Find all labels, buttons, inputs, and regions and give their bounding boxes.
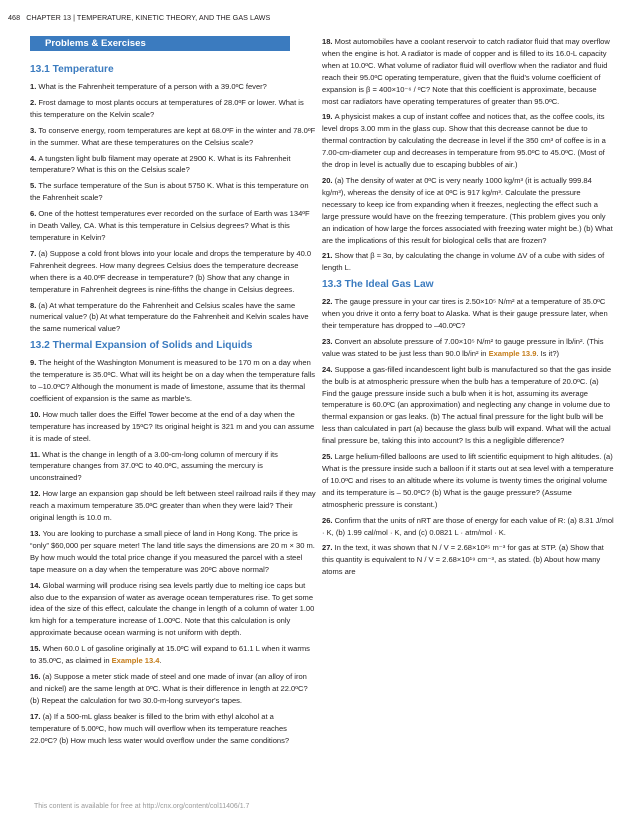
problem-3: 3. To conserve energy, room temperatures are kept at 68.0ºF in the winter and 78.0ºF in the summer. What are these temperatures on the Celsius scale? (30, 125, 316, 147)
problem-15: 15. When 60.0 L of gasoline originally at 15.0ºC will expand to 61.1 L when it warms to 35.0ºC, as claimed in Example 13.4. (30, 644, 310, 666)
problem-13: 13. You are looking to purchase a small piece of land in Hong Kong. The price is “only” $60,000 per square meter! The land title says the dimensions are 20 m × 30 m. By how much would the total price change if you measured the parcel with a steel tape measure on a day when the temperature was 20ºC above normal? (30, 529, 315, 574)
problem-11: 11. What is the change in length of a 3.00-cm-long column of mercury if its temperature changes from 37.0ºC to 40.0ºC, assuming the mercury is unconstrained? (30, 449, 278, 483)
problems-banner: Problems & Exercises (30, 36, 290, 51)
problem-9: 9. The height of the Washington Monument is measured to be 170 m on a day when the temperature is 35.0ºC. What will its height be on a day when the temperature falls to –10.0ºC? Although the monument is made of limestone, assume that its thermal coefficient of expansion is the same as marble's. (30, 358, 316, 403)
problem-18: 18. Most automobiles have a coolant reservoir to catch radiator fluid that may overflow when the engine is hot. A radiator is made of copper and is filled to its 16.0-L capacity when at 10.0ºC. What volume of radiator fluid will overflow when the radiator and fluid reach their 95.0ºC operating temperature, given that the fluid's volume coefficient of expansion is β = 400×10⁻⁶ / ºC? Note that this coefficient is approximate, because most car radiators have operating temperatures of greater than 95.0ºC. (322, 37, 610, 106)
problem-27: 27. In the text, it was shown that N / V = 2.68×10²⁵ m⁻³ for gas at STP. (a) Show that this quantity is equivalent to N / V = 2.68×10¹⁹ cm⁻³, as stated. (b) About how many atoms are (322, 543, 604, 577)
problem-7: 7. (a) Suppose a cold front blows into your locale and drops the temperature by 40.0 Fahrenheit degrees. How many degrees Celsius does the temperature decrease when there is a 40.0ºF decrease in temperature? (b) Show that any change in temperature in Fahrenheit degrees is nine-fifths the change in Celsius degrees. (30, 248, 312, 294)
problem-6: 6. One of the hottest temperatures ever recorded on the surface of Earth was 134ºF in Death Valley, CA. What is this temperature in Celsius degrees? What is this temperature in Kelvin? (30, 209, 310, 242)
problem-1: 1. What is the Fahrenheit temperature of a person with a 39.0ºC fever? (30, 82, 267, 91)
problem-17: 17. (a) If a 500-mL glass beaker is filled to the brim with ethyl alcohol at a temperature of 5.00ºC, how much will overflow when its temperature reaches 22.0ºC? (b) How much less water would overflow under the same conditions? (30, 711, 290, 745)
problem-21: 21. Show that β ≈ 3α, by calculating the change in volume ΔV of a cube with sides of length L. (322, 251, 605, 273)
page-number: 468 (8, 13, 21, 22)
problem-16: 16. (a) Suppose a meter stick made of steel and one made of invar (an alloy of iron and nickel) are the same length at 0ºC. What is their difference in length at 22.0ºC? (b) Repeat the calculation for two 30.0-m-long surveyor's tapes. (30, 671, 308, 705)
example-link[interactable]: Example 13.9 (488, 348, 537, 358)
problem-20: 20. (a) The density of water at 0ºC is very nearly 1000 kg/m³ (it is actually 999.84 kg/m³), whereas the density of ice at 0ºC is 917 kg/m³. Calculate the pressure necessary to keep ice from expanding when it freezes, neglecting the effect such a large pressure would have on the freezing temperature. (This problem gives you only an indication of how large the forces associated with freezing water might be.) (b) What are the implications of this result for biological cells that are frozen? (322, 175, 613, 245)
problem-8: 8. (a) At what temperature do the Fahrenheit and Celsius scales have the same numerical value? (b) At what temperature do the Fahrenheit and Kelvin scales have the same numerical value? (30, 300, 309, 334)
section-heading: 13.3 The Ideal Gas Law (322, 279, 434, 291)
problem-19: 19. A physicist makes a cup of instant coffee and notices that, as the coffee cools, its level drops 3.00 mm in the glass cup. Show that this decrease cannot be due to thermal contraction by calculating the decrease in level if the 350 cm³ of coffee is in a 7.00-cm-diameter cup and decreases in temperature from 95.0ºC to 45.0ºC. (Most of the drop in level is actually due to escaping bubbles of air.) (322, 112, 606, 170)
chapter-title: CHAPTER 13 | TEMPERATURE, KINETIC THEORY, AND THE GAS LAWS (26, 13, 271, 22)
problem-2: 2. Frost damage to most plants occurs at temperatures of 28.0ºF or lower. What is this temperature on the Kelvin scale? (30, 97, 304, 119)
problem-12: 12. How large an expansion gap should be left between steel railroad rails if they may reach a maximum temperature 35.0ºC greater than when they were laid? Their original length is 10.0 m. (30, 489, 316, 523)
problem-14: 14. Global warming will produce rising sea levels partly due to melting ice caps but also due to the expansion of water as average ocean temperatures rise. To get some idea of the size of this effect, calculate the change in length of a column of water 1.00 km high for a temperature increase of 1.00ºC. Note that this calculation is only approximate because ocean warming is not uniform with depth. (30, 580, 315, 638)
section-heading: 13.1 Temperature (30, 64, 114, 75)
problem-4: 4. A tungsten light bulb filament may operate at 2900 K. What is its Fahrenheit temperature? What is this on the Celsius scale? (30, 153, 291, 175)
problem-23: 23. Convert an absolute pressure of 7.00×10⁵ N/m² to gauge pressure in lb/in². (This value was stated to be just less than 90.0 lb/in² in Example 13.9. Is it?) (322, 336, 604, 358)
problem-22: 22. The gauge pressure in your car tires is 2.50×10⁵ N/m² at a temperature of 35.0ºC when you drive it onto a ferry boat to Alaska. What is their gauge pressure later, when their temperature has dropped to –40.0ºC? (322, 297, 608, 331)
problem-26: 26. Confirm that the units of nRT are those of energy for each value of R: (a) 8.31 J/mol · K, (b) 1.99 cal/mol · K, and (c) 0.0821 L · atm/mol · K. (322, 515, 614, 537)
page-footer: This content is available for free at http://cnx.org/content/col11406/1.7 (34, 803, 250, 810)
right-column (322, 36, 614, 582)
problem-10: 10. How much taller does the Eiffel Tower become at the end of a day when the temperature has increased by 15ºC? Its original height is 321 m and you can assume it is made of steel. (30, 409, 315, 443)
problem-5: 5. The surface temperature of the Sun is about 5750 K. What is this temperature on the Fahrenheit scale? (30, 181, 309, 203)
problem-25: 25. Large helium-filled balloons are used to lift scientific equipment to high altitudes. (a) What is the pressure inside such a balloon if it starts out at sea level with a temperature of 10.0ºC and rises to an altitude where its volume is twenty times the original volume and its temperature is – 50.0ºC? (b) What is the gauge pressure? (Assume atmospheric pressure is constant.) (322, 452, 614, 509)
example-link[interactable]: Example 13.4 (111, 656, 160, 666)
section-heading: 13.2 Thermal Expansion of Solids and Liquids (30, 340, 253, 352)
page-header (8, 13, 270, 22)
problem-24: 24. Suppose a gas-filled incandescent light bulb is manufactured so that the gas inside the bulb is at atmospheric pressure when the bulb has a temperature of 20.0ºC. (a) Find the gauge pressure inside such a bulb when it is hot, assuming its average temperature is 60.0ºC (an approximation) and neglecting any change in volume due to thermal expansion or gas leaks. (b) The actual final pressure for the light bulb will be less than calculated in part (a) because the glass bulb will expand. What will the actual final pressure be, taking this into account? Is this a negligible difference? (322, 364, 612, 446)
left-column (30, 36, 316, 750)
